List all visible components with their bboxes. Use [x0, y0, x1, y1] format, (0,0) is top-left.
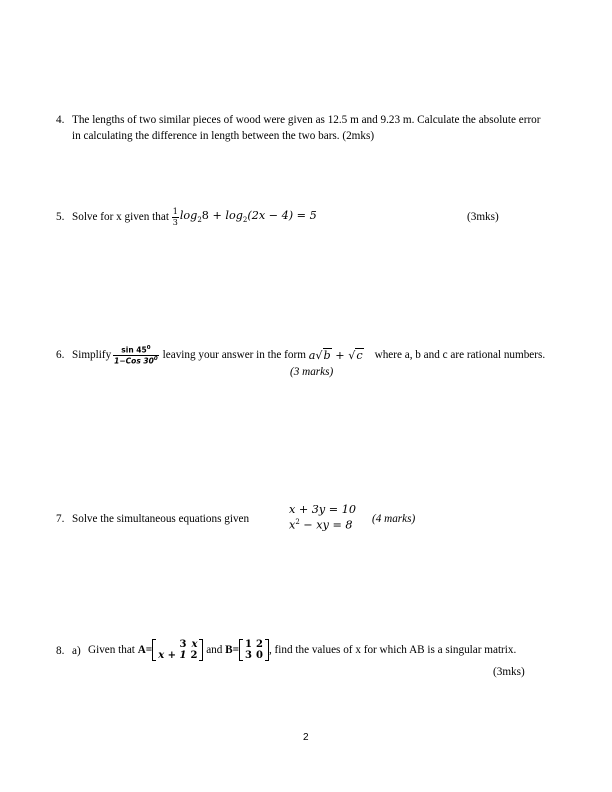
q8-matrix-b: [239, 639, 269, 661]
q5-fraction: $\frac{1}{3}$: [172, 206, 178, 227]
q7-equation-2: $x^2$ − xy = 8: [289, 518, 353, 532]
q5-intro: Solve for x given that: [72, 211, 169, 223]
q6-form: a√b + √c: [308, 348, 363, 362]
q4-text-line2: in calculating the difference in length between the two bars. (2mks): [72, 130, 375, 142]
q5-question: [72, 204, 317, 230]
matrix-b-cell: 2: [255, 639, 263, 650]
matrix-a-cell: x: [191, 639, 198, 650]
q4-number: 4.: [56, 114, 65, 126]
q5-number: 5.: [56, 211, 65, 223]
q8-question: [88, 636, 516, 664]
q8-number: 8.: [56, 645, 65, 657]
q5-marks: (3mks): [467, 211, 499, 223]
q7-number: 7.: [56, 513, 65, 525]
q8-and: and: [206, 644, 223, 656]
q6-intro: Simplify: [72, 349, 112, 361]
q6-tail: where a, b and c are rational numbers.: [374, 349, 546, 361]
q6-number: 6.: [56, 349, 65, 361]
q7-equation-1: x + 3y = 10: [289, 503, 356, 516]
q7-marks: (4 marks): [372, 513, 416, 525]
matrix-b-cell: 1: [245, 639, 252, 650]
q5-equation: $\log_28 + \log_2(2x - 4) = 5$: [179, 209, 317, 225]
q8-part-label: a): [72, 645, 81, 657]
q6-question: [72, 342, 545, 368]
page-number: 2: [303, 732, 309, 743]
q8-tail: , find the values of x for which AB is a singular matrix.: [268, 644, 517, 656]
matrix-b-cell: 0: [255, 650, 263, 661]
q8-matrix-a: [152, 639, 203, 661]
matrix-a-cell: 3: [179, 639, 187, 650]
q8-matrix-a-label: A=: [137, 644, 153, 656]
matrix-a-cell: 2: [190, 650, 198, 661]
matrix-a-cell: x + 1: [158, 650, 187, 661]
q4-text-line1: The lengths of two similar pieces of wood were given as 12.5 m and 9.23 m. Calculate the absolute error: [72, 114, 541, 126]
q6-marks: (3 marks): [290, 366, 334, 378]
q8-intro: Given that: [88, 644, 135, 656]
q8-marks: (3mks): [493, 666, 525, 678]
q6-fraction: $\frac{\sin 45^0}{1-Cos 30^0}$: [114, 344, 158, 365]
q7-intro: Solve the simultaneous equations given: [72, 513, 250, 525]
matrix-b-cell: 3: [245, 650, 252, 661]
q6-middle: leaving your answer in the form: [162, 349, 306, 361]
q8-matrix-b-label: B=: [225, 644, 240, 656]
